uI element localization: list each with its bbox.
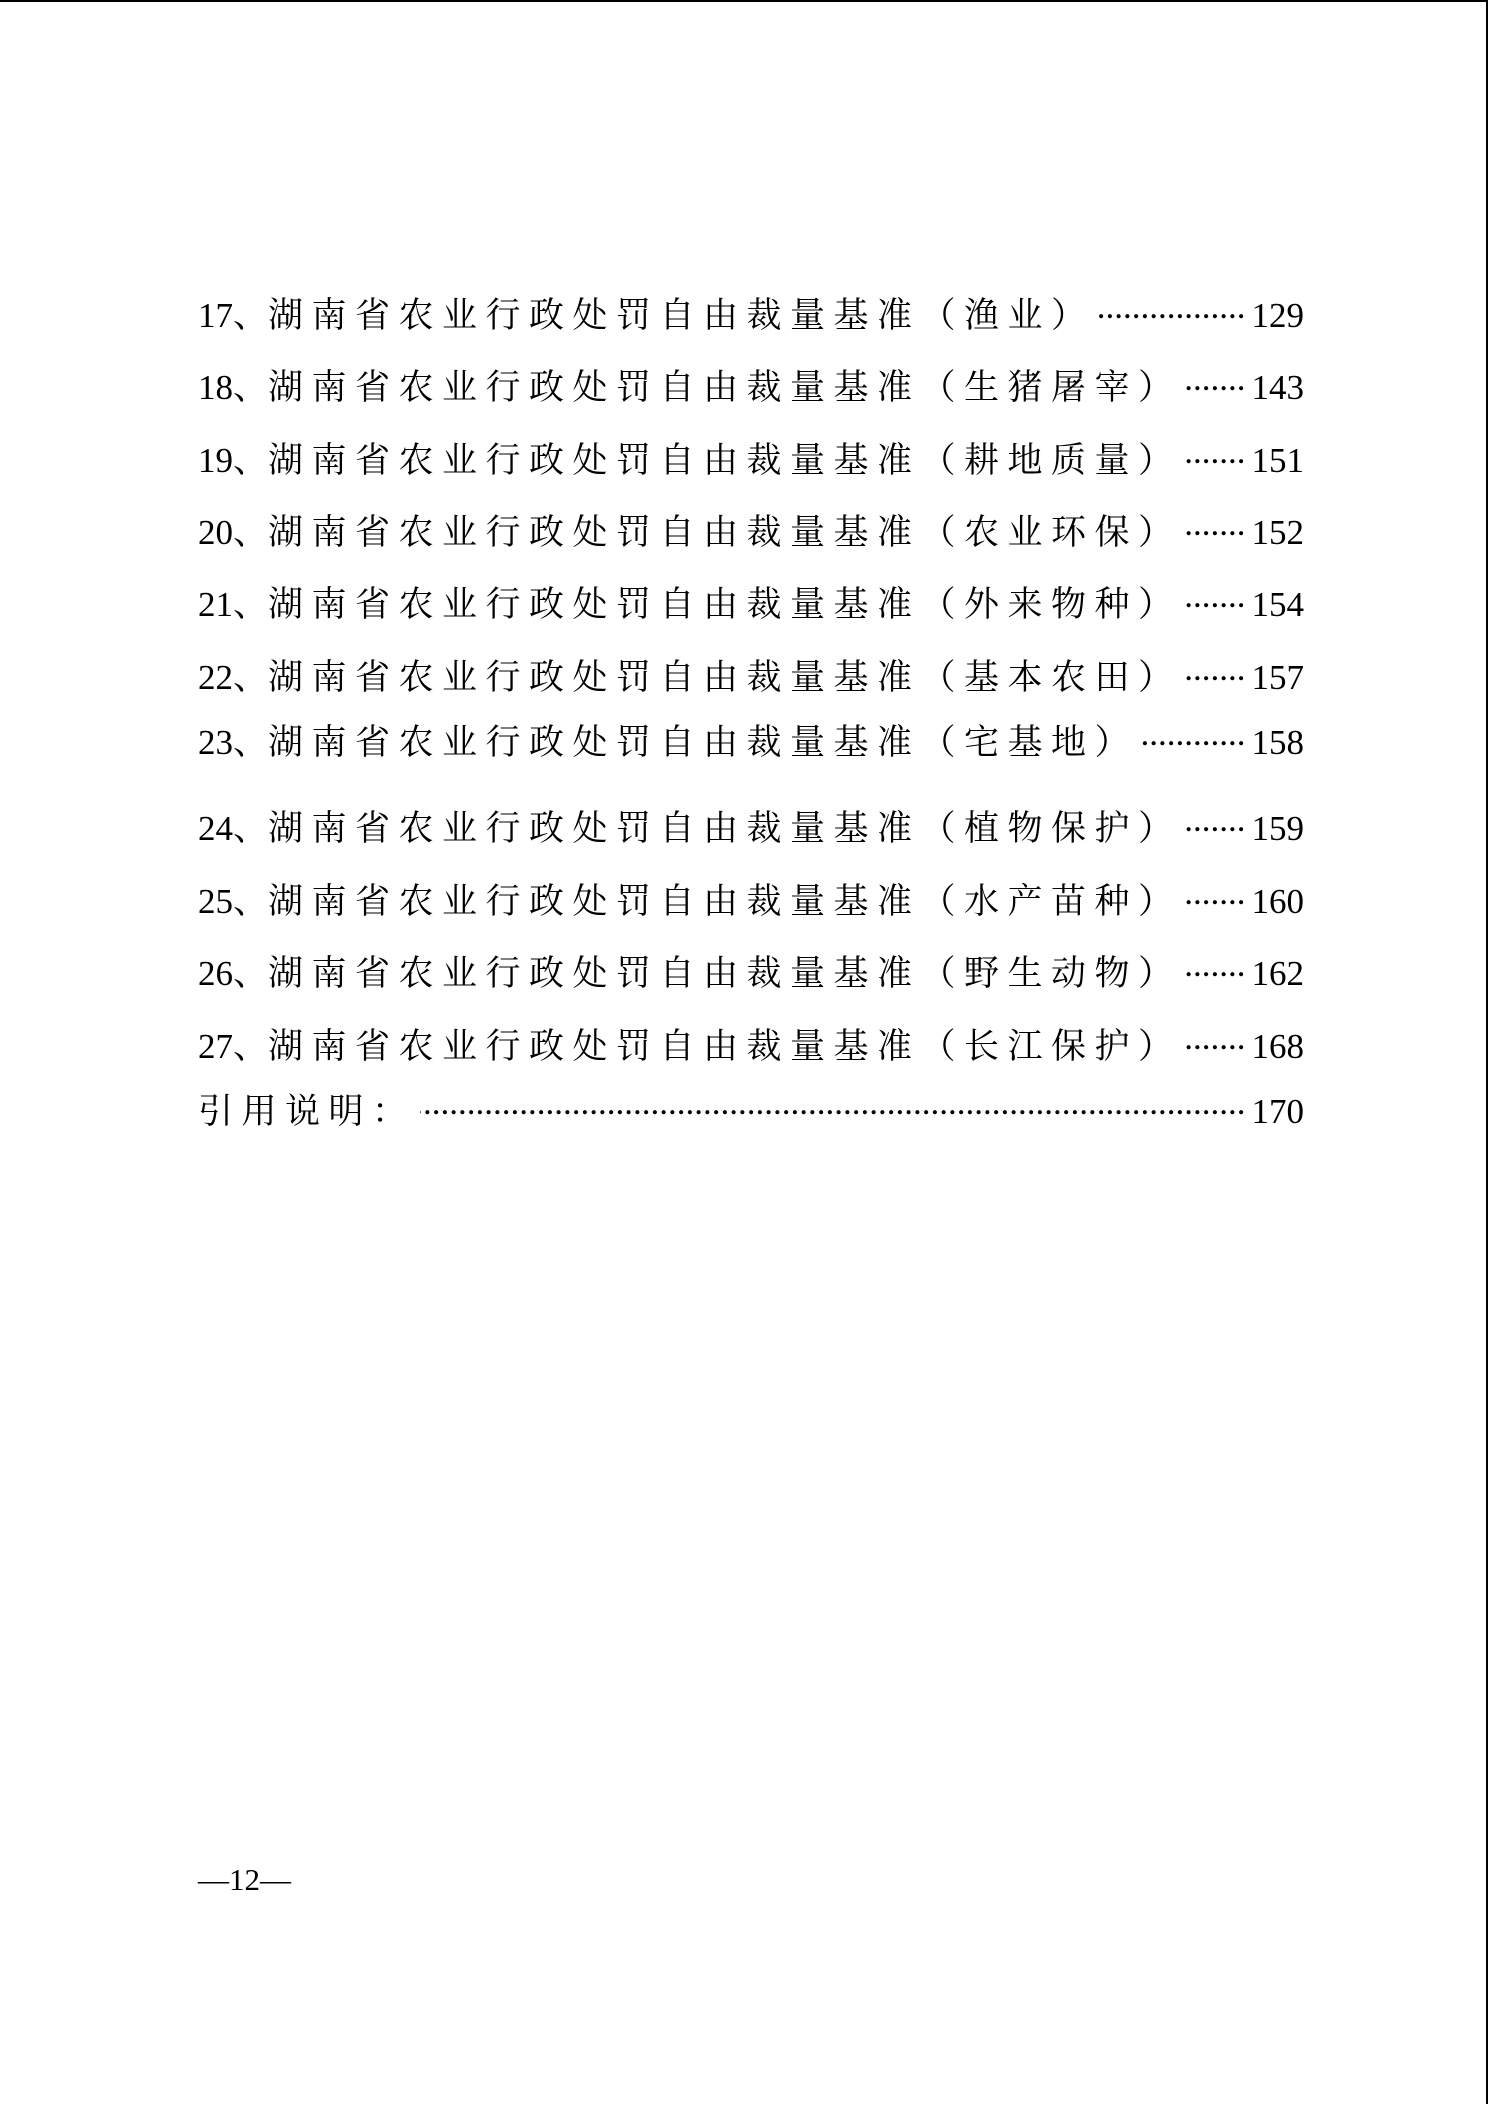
- toc-entry[interactable]: [198, 1019, 1304, 1069]
- toc-entry-number: 27、: [198, 1027, 269, 1066]
- toc-dot-leader: [420, 1088, 1246, 1123]
- toc-entry-page: 162: [1251, 954, 1304, 993]
- toc-entry-title: 湖南省农业行政处罚自由裁量基准（渔业）: [268, 296, 1095, 335]
- toc-entry-number: 22、: [198, 658, 269, 697]
- toc-dot-leader: [1186, 1023, 1246, 1058]
- toc-entry[interactable]: [198, 433, 1304, 483]
- toc-dot-leader: [1186, 805, 1246, 840]
- toc-entry-number: 21、: [198, 585, 269, 624]
- toc-dot-leader: [1186, 364, 1246, 399]
- page-number: —12—: [198, 1862, 291, 1897]
- toc-entry-number: 18、: [198, 368, 269, 407]
- toc-dot-leader: [1186, 509, 1246, 544]
- toc-entry[interactable]: [198, 715, 1304, 765]
- toc-entry-page: 158: [1251, 723, 1304, 762]
- toc-dot-leader: [1186, 654, 1246, 689]
- toc-entry-page: 151: [1251, 441, 1304, 480]
- toc-entry-number: 23、: [198, 723, 269, 762]
- toc-entry[interactable]: [198, 577, 1304, 627]
- toc-dot-leader: [1099, 292, 1246, 327]
- toc-entry-page: 159: [1251, 809, 1304, 848]
- toc-entry-number: 20、: [198, 513, 269, 552]
- toc-entry-title: 湖南省农业行政处罚自由裁量基准（宅基地）: [268, 723, 1139, 762]
- toc-entry-page: 152: [1251, 513, 1304, 552]
- toc-entry-page: 168: [1251, 1027, 1304, 1066]
- toc-dot-leader: [1186, 437, 1246, 472]
- toc-entry-title: 湖南省农业行政处罚自由裁量基准（长江保护）: [268, 1027, 1182, 1066]
- toc-entry-title: 湖南省农业行政处罚自由裁量基准（植物保护）: [268, 809, 1182, 848]
- toc-dot-leader: [1186, 878, 1246, 913]
- toc-entry-citation[interactable]: [198, 1084, 1304, 1134]
- toc-entry-number: 17、: [198, 296, 269, 335]
- toc-entry[interactable]: [198, 505, 1304, 555]
- toc-entry-title: 湖南省农业行政处罚自由裁量基准（外来物种）: [268, 585, 1182, 624]
- toc-entry-number: 26、: [198, 954, 269, 993]
- toc-entry-title: 湖南省农业行政处罚自由裁量基准（野生动物）: [268, 954, 1182, 993]
- toc-entry[interactable]: [198, 288, 1304, 338]
- toc-entry-title: 湖南省农业行政处罚自由裁量基准（水产苗种）: [268, 882, 1182, 921]
- toc-entry[interactable]: [198, 360, 1304, 410]
- toc-entry-page: 157: [1251, 658, 1304, 697]
- toc-entry-title: 湖南省农业行政处罚自由裁量基准（基本农田）: [268, 658, 1182, 697]
- toc-entry-page: 154: [1251, 585, 1304, 624]
- toc-entry-page: 129: [1251, 296, 1304, 335]
- toc-entry-title: 湖南省农业行政处罚自由裁量基准（生猪屠宰）: [268, 368, 1182, 407]
- toc-entry-page: 143: [1251, 368, 1304, 407]
- toc-entry-title: 湖南省农业行政处罚自由裁量基准（农业环保）: [268, 513, 1182, 552]
- toc-entry-page: 170: [1251, 1092, 1304, 1131]
- toc-entry-title: 湖南省农业行政处罚自由裁量基准（耕地质量）: [268, 441, 1182, 480]
- toc-entry-page: 160: [1251, 882, 1304, 921]
- toc-entry[interactable]: [198, 801, 1304, 851]
- toc-entry-number: 25、: [198, 882, 269, 921]
- toc-dot-leader: [1142, 719, 1245, 754]
- toc-entry-number: 19、: [198, 441, 269, 480]
- toc-entry-number: 24、: [198, 809, 269, 848]
- toc-dot-leader: [1186, 950, 1246, 985]
- toc-entry-title: 引用说明：: [198, 1092, 416, 1131]
- toc-entry[interactable]: [198, 946, 1304, 996]
- toc-entry[interactable]: [198, 650, 1304, 700]
- toc-dot-leader: [1186, 581, 1246, 616]
- toc-entry[interactable]: [198, 874, 1304, 924]
